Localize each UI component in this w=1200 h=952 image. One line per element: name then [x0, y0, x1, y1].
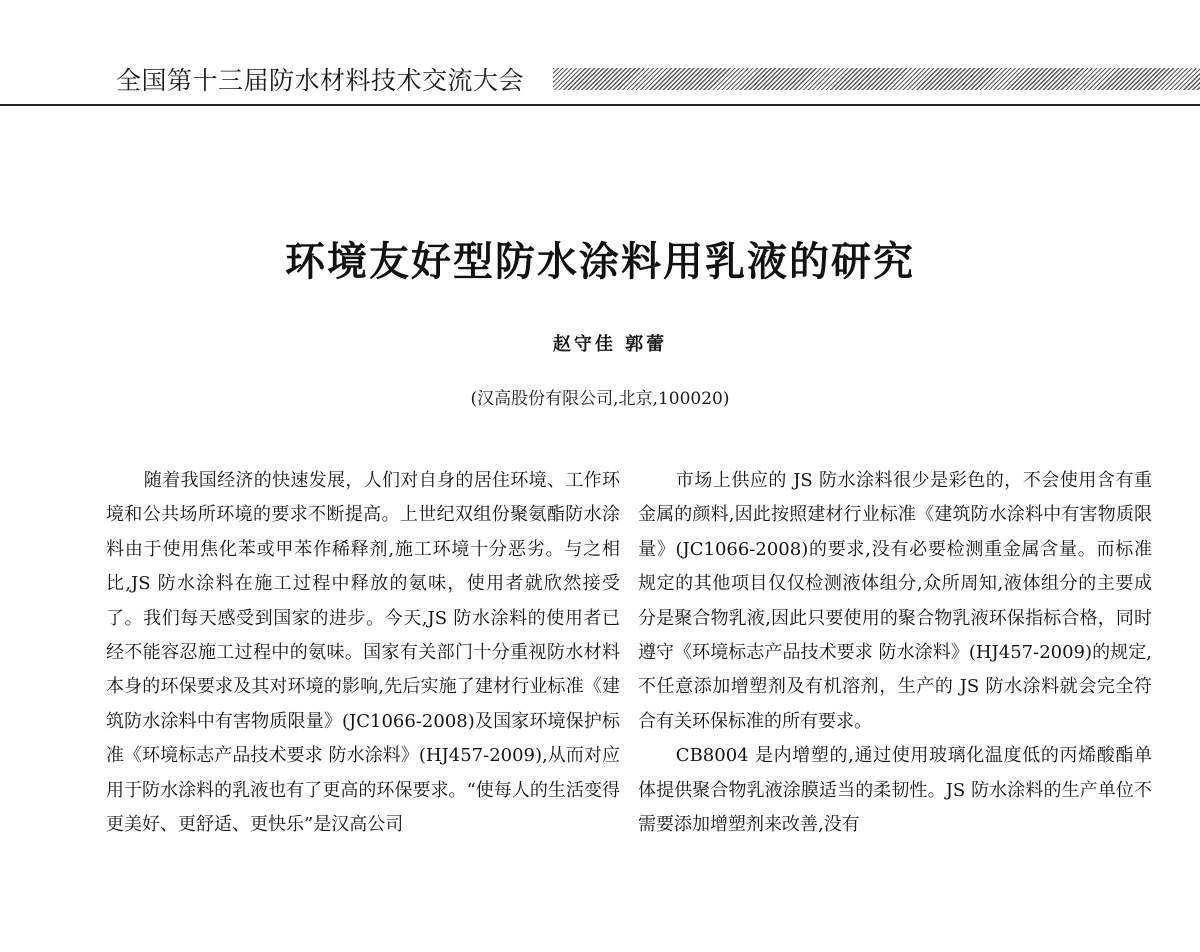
body-column-right — [638, 464, 1152, 842]
body-column-left — [106, 464, 620, 842]
header-hatch-band — [553, 68, 1200, 90]
running-header — [0, 0, 1200, 120]
body-paragraph: 随着我国经济的快速发展，人们对自身的居住环境、工作环境和公共场所环境的要求不断提高。上世纪双组份聚氨酯防水涂料由于使用焦化苯或甲苯作稀释剂,施工环境十分恶劣。与之相比,JS 防水涂料在施工过程中释放的氨味，使用者就欣然接受了。我们每天感受到国家的进步。今天,JS 防水涂料的使用者已经不能容忍施工过程中的氨味。国家有关部门十分重视防水材料本身的环保要求及其对环境的影响,先后实施了建材行业标准《建筑防水涂料中有害物质限量》(JC1066-2008)及国家环境保护标准《环境标志产品技术要求 防水涂料》(HJ457-2009),从而对应用于防水涂料的乳液也有了更高的环保要求。“使每人的生活变得更美好、更舒适、更快乐”是汉高公司 — [106, 470, 620, 836]
header-rule — [0, 104, 1200, 106]
conference-title: 全国第十三届防水材料技术交流大会 — [116, 66, 525, 95]
paper-title: 环境友好型防水涂料用乳液的研究 — [285, 238, 915, 285]
paper-affiliation: (汉高股份有限公司,北京,100020) — [470, 389, 730, 409]
body-paragraph: 市场上供应的 JS 防水涂料很少是彩色的，不会使用含有重金属的颜料,因此按照建材行业标准《建筑防水涂料中有害物质限量》(JC1066-2008)的要求,没有必要检测重金属含量。而标准规定的其他项目仅仅检测液体组分,众所周知,液体组分的主要成分是聚合物乳液,因此只要使用的聚合物乳液环保指标合格，同时遵守《环境标志产品技术要求 防水涂料》(HJ457-2009)的规定,不任意添加增塑剂及有机溶剂，生产的 JS 防水涂料就会完全符合有关环保标准的所有要求。 — [638, 470, 1152, 732]
paper-authors: 赵守佳 郭蕾 — [552, 334, 668, 355]
body-paragraph: CB8004 是内增塑的,通过使用玻璃化温度低的丙烯酸酯单体提供聚合物乳液涂膜适当的柔韧性。JS 防水涂料的生产单位不需要添加增塑剂来改善,没有 — [638, 745, 1152, 836]
